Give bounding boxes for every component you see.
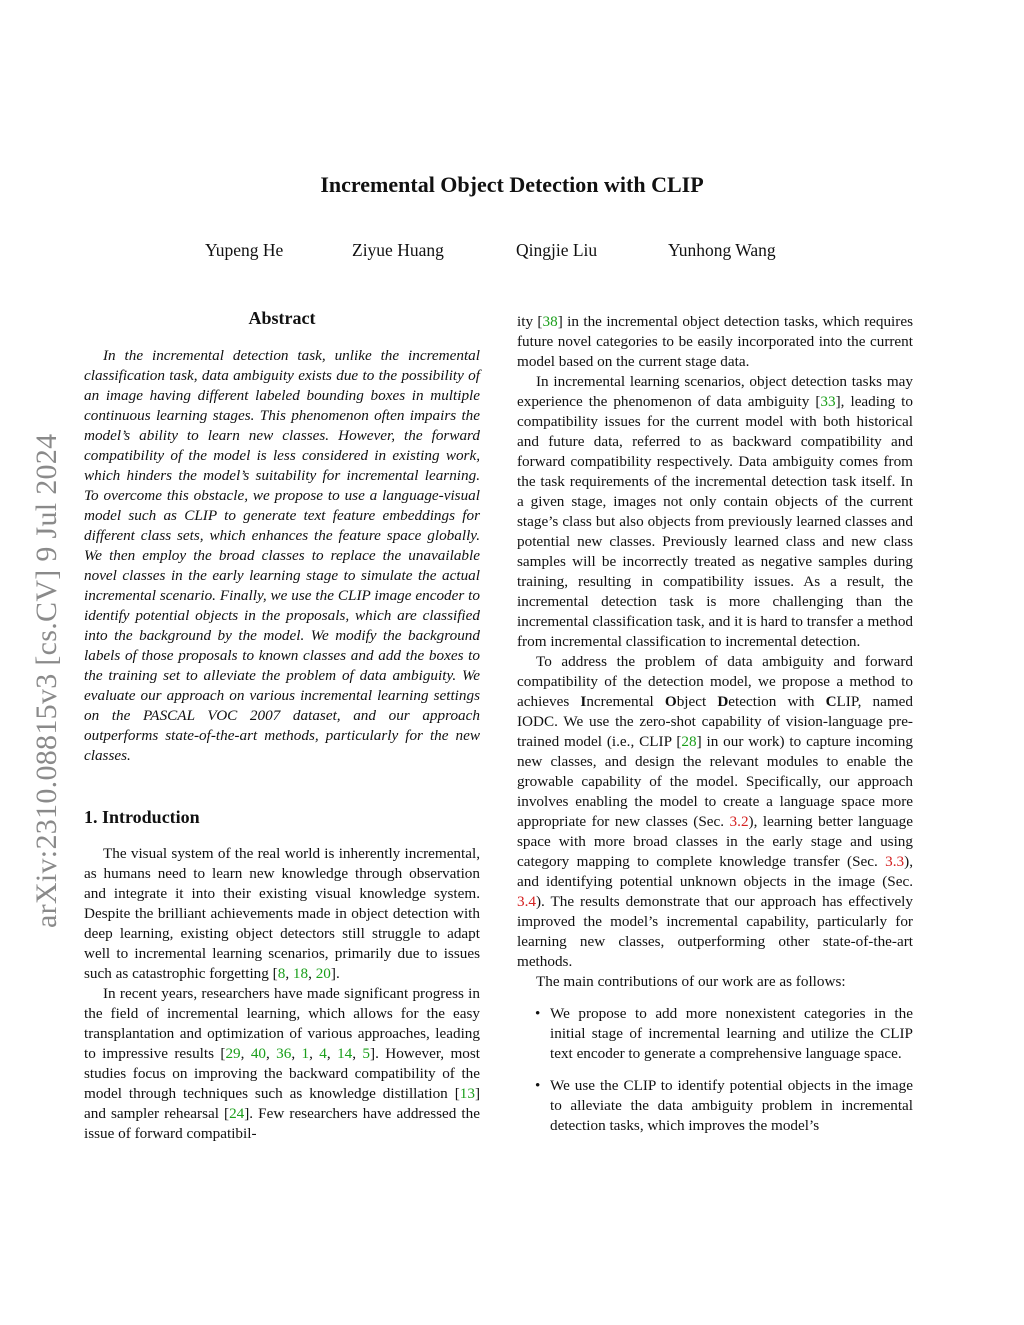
- citation-link[interactable]: 5: [362, 1045, 371, 1062]
- author-name: Ziyue Huang: [352, 240, 444, 260]
- arxiv-identifier: arXiv:2310.08815v3 [cs.CV] 9 Jul 2024: [30, 433, 63, 928]
- section-heading-introduction: 1. Introduction: [84, 807, 200, 827]
- continued-paragraph: ity [38] in the incremental object detection tasks, which requires future novel categories to be easily incorporated into the current model based on the current stage data.: [517, 313, 913, 370]
- author-name: Yupeng He: [205, 240, 284, 260]
- citation-link[interactable]: 8: [277, 965, 286, 982]
- body-paragraph: To address the problem of data ambiguity and forward compatibility of the detection model, we propose a method to achieves Incremental Object Detection with CLIP, named IODC. We use the zero-shot capability of vision-language pre-trained model (i.e., CLIP [28] in our work) to capture incoming new classes, and design the relevant modules to enable the growable capability of the model. Specifically, our approach involves enabling the model to create a language space more appropriate for new classes (Sec. 3.2), learning better language space with more broad classes in the early stage and using category mapping to complete knowledge transfer (Sec. 3.3), and identifying potential unknown objects in the image (Sec. 3.4). The results demonstrate that our approach has effectively improved the model’s incremental capability, particularly for learning new classes, outperforming other state-of-the-art methods.: [517, 653, 914, 970]
- citation-link[interactable]: 14: [337, 1045, 353, 1062]
- citation-link[interactable]: 38: [542, 313, 558, 330]
- citation-link[interactable]: 33: [820, 393, 836, 410]
- bullet-marker: •: [535, 1005, 541, 1022]
- abstract: [84, 346, 480, 766]
- section-ref-link[interactable]: 3.2: [729, 813, 749, 830]
- intro-paragraph-2: In recent years, researchers have made significant progress in the field of incremental learning, which allows for the easy transplantation and optimization of various approaches, leading to impressive results [29, 40, 36, 1, 4, 14, 5]. However, most studies focus on improving the backward compatibility of the model through techniques such as knowledge distillation [13] and sampler rehearsal [24]. Few researchers have addressed the issue of forward compatibil-: [84, 985, 481, 1142]
- citation-link[interactable]: 40: [250, 1045, 266, 1062]
- paper-title: Incremental Object Detection with CLIP: [320, 172, 704, 197]
- citation-link[interactable]: 13: [459, 1085, 475, 1102]
- paragraph-text: In recent years, researchers have made significant progress in the field of incremental learning, which allows for the easy transplantation and optimization of various approaches, leading to impressive results [: [84, 985, 480, 1062]
- contribution-list: [517, 1004, 913, 1136]
- intro-paragraph-1: The visual system of the real world is inherently incremental, as humans need to learn new knowledge through observation and integrate it into their existing visual knowledge system. Despite the brilliant achievements made in object detection with deep learning, existing object detectors still struggle to adapt well to incremental learning scenarios, primarily due to issues such as catastrophic forgetting [8, 18, 20].: [84, 845, 480, 982]
- body-paragraph: The main contributions of our work are as follows:: [536, 973, 846, 990]
- section-ref-link[interactable]: 3.4: [517, 893, 536, 910]
- abstract-heading: Abstract: [248, 308, 316, 328]
- author-list: [0, 240, 1024, 264]
- author-name: Yunhong Wang: [668, 240, 776, 260]
- body-paragraph: In incremental learning scenarios, object detection tasks may experience the phenomenon of data ambiguity [33], leading to compatibility issues for the current model with both historical and future data, referred to as backward compatibility and forward compatibility respectively. Data ambiguity comes from the task requirements of the incremental detection task itself. In a given stage, images not only contain objects of the current stage’s class but also objects from previously learned classes and potential new classes. Previously learned class and new class samples will be incorrectly treated as negative samples during training, resulting in compatibility issues. As a result, the incremental detection task is more challenging than the incremental classification task, and it is hard to transfer a method from incremental classification to incremental detection.: [517, 373, 914, 650]
- list-item: • We propose to add more nonexistent categories in the initial stage of incremental learning and utilize the CLIP text encoder to generate a comprehensive language space.: [535, 1005, 913, 1062]
- right-column: [517, 312, 913, 1148]
- citation-link[interactable]: 36: [276, 1045, 292, 1062]
- citation-link[interactable]: 29: [225, 1045, 241, 1062]
- author-name: Qingjie Liu: [516, 240, 598, 260]
- citation-link[interactable]: 1: [301, 1045, 310, 1062]
- citation-link[interactable]: 24: [229, 1105, 245, 1122]
- section-ref-link[interactable]: 3.3: [885, 853, 905, 870]
- abstract-text: In the incremental detection task, unlike the incremental classification task, data ambiguity exists due to the possibility of an image having different labeled bounding boxes in multiple continuous learning stages. This phenomenon often impairs the model’s ability to learn new classes. However, the forward compatibility of the model is less considered in existing work, which hinders the model’s suitability for incremental learning. To overcome this obstacle, we propose to use a language-visual model such as CLIP to generate text feature embeddings for different class sets, which enhances the feature space globally. We then employ the broad classes to replace the unavailable novel classes in the early learning stage to simulate the actual incremental scenario. Finally, we use the CLIP image encoder to identify potential objects in the proposals, which are classified into the background by the model. We modify the background labels of those proposals to known classes and add the boxes to the training set to alleviate the problem of data ambiguity. We evaluate our approach on various incremental learning settings on the PASCAL VOC 2007 dataset, and our approach outperforms state-of-the-art methods, particularly for the new classes.: [84, 347, 480, 764]
- list-item: • We use the CLIP to identify potential objects in the image to alleviate the data ambiguity problem in incremental detection tasks, which improves the model’s: [535, 1077, 913, 1134]
- citation-link[interactable]: 20: [315, 965, 331, 982]
- paragraph-text: The visual system of the real world is inherently incremental, as humans need to learn new knowledge through observation and integrate it into their existing visual knowledge system. Despite the brilliant achievements made in object detection with deep learning, existing object detectors still struggle to adapt well to incremental learning scenarios, primarily due to issues such as catastrophic forgetting [: [84, 845, 480, 982]
- citation-link[interactable]: 4: [319, 1045, 327, 1062]
- citation-link[interactable]: 28: [681, 733, 697, 750]
- bullet-marker: •: [535, 1077, 541, 1094]
- left-column: [84, 306, 480, 1144]
- citation-link[interactable]: 18: [292, 965, 309, 982]
